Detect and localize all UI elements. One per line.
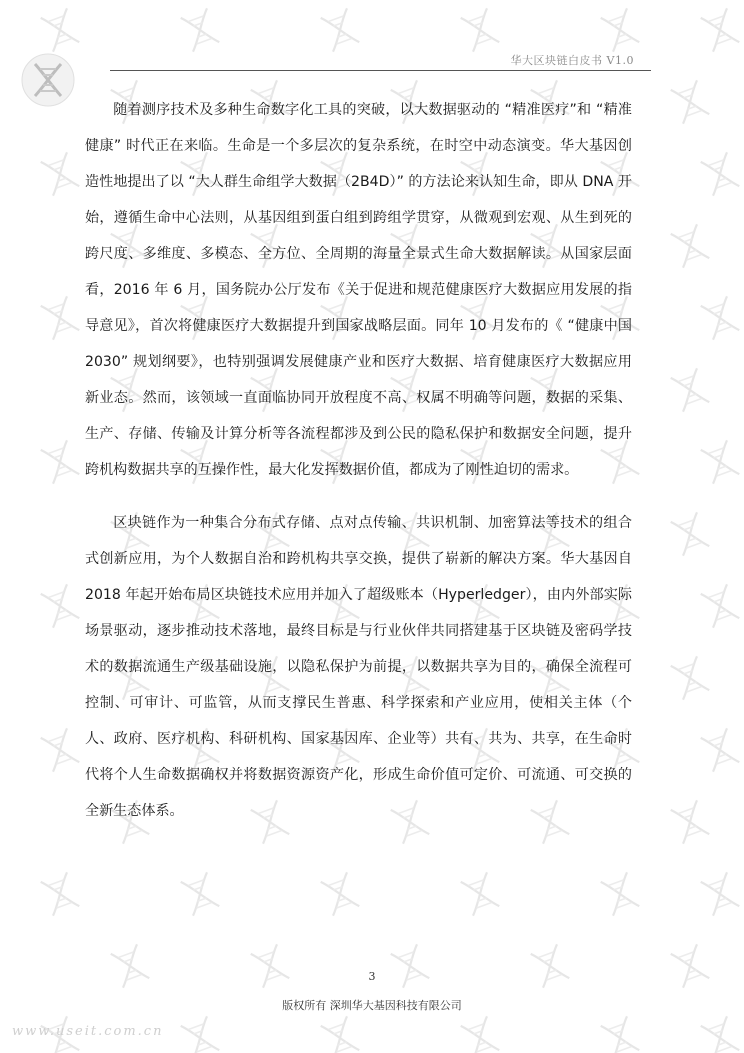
- dna-watermark-icon: [41, 728, 80, 771]
- footer-copyright: 版权所有 深圳华大基因科技有限公司: [282, 999, 462, 1012]
- body-text: [85, 92, 632, 829]
- dna-watermark-icon: [461, 872, 500, 915]
- watermark-site: www.useit.com.cn: [12, 1024, 164, 1039]
- dna-watermark-icon: [701, 872, 740, 915]
- dna-helix-icon: [18, 50, 78, 110]
- dna-watermark-icon: [671, 368, 710, 411]
- dna-watermark-icon: [181, 8, 220, 51]
- dna-watermark-icon: [601, 872, 640, 915]
- header-title: 华大区块链白皮书 V1.0: [510, 54, 634, 67]
- dna-watermark-icon: [701, 152, 740, 195]
- dna-watermark-icon: [701, 584, 740, 627]
- dna-watermark-icon: [321, 1016, 360, 1053]
- dna-watermark-icon: [671, 224, 710, 267]
- page-number: 3: [368, 970, 376, 983]
- dna-watermark-icon: [701, 440, 740, 483]
- dna-watermark-icon: [671, 656, 710, 699]
- dna-watermark-icon: [321, 872, 360, 915]
- dna-watermark-icon: [671, 80, 710, 123]
- header-divider: [110, 70, 651, 71]
- paragraph-2: 区块链作为一种集合分布式存储、点对点传输、共识机制、加密算法等技术的组合式创新应用，为个人数据自治和跨机构共享交换，提供了崭新的解决方案。华大基因自 2018 年起开始布局区块链技术应用并加入了超级账本（Hyperledger），由内外部实际场景驱动，逐步推动技术落地，最终目标是与行业伙伴共同搭建基于区块链及密码学技术的数据流通生产级基础设施，以隐私保护为前提，以数据共享为目的，确保全流程可控制、可审计、可监管，从而支撑民生普惠、科学探索和产业应用，使相关主体（个人、政府、医疗机构、科研机构、国家基因库、企业等）共有、共为、共享，在生命时代将个人生命数据确权并将数据资源资产化，形成生命价值可定价、可流通、可交换的全新生态体系。: [85, 515, 632, 819]
- dna-watermark-icon: [41, 440, 80, 483]
- dna-watermark-icon: [41, 152, 80, 195]
- dna-watermark-icon: [601, 1016, 640, 1053]
- dna-watermark-icon: [701, 728, 740, 771]
- dna-watermark-icon: [181, 1016, 220, 1053]
- dna-watermark-icon: [41, 872, 80, 915]
- dna-watermark-icon: [181, 872, 220, 915]
- dna-watermark-icon: [41, 584, 80, 627]
- dna-watermark-icon: [701, 8, 740, 51]
- dna-watermark-icon: [671, 512, 710, 555]
- paragraph-1: 随着测序技术及多种生命数字化工具的突破，以大数据驱动的 “精准医疗”和 “精准健康” 时代正在来临。生命是一个多层次的复杂系统，在时空中动态演变。华大基因创造性地提出了以 “大人群生命组学大数据（2B4D）” 的方法论来认知生命，即从 DNA 开始，遵循生命中心法则，从基因组到蛋白组到跨组学贯穿，从微观到宏观、从生到死的跨尺度、多维度、多模态、全方位、全周期的海量全景式生命大数据解读。从国家层面看，2016 年 6 月，国务院办公厅发布《关于促进和规范健康医疗大数据应用发展的指导意见》，首次将健康医疗大数据提升到国家战略层面。同年 10 月发布的《 “健康中国 2030” 规划纲要》，也特别强调发展健康产业和医疗大数据、培育健康医疗大数据应用新业态。然而，该领域一直面临协同开放程度不高、权属不明确等问题，数据的采集、生产、存储、传输及计算分析等各流程都涉及到公民的隐私保护和数据安全问题，提升跨机构数据共享的互操作性，最大化发挥数据价值，都成为了刚性迫切的需求。: [85, 102, 632, 478]
- dna-watermark-icon: [601, 8, 640, 51]
- dna-watermark-icon: [701, 1016, 740, 1053]
- dna-watermark-icon: [701, 296, 740, 339]
- dna-watermark-icon: [671, 800, 710, 843]
- dna-watermark-icon: [41, 296, 80, 339]
- dna-watermark-icon: [41, 8, 80, 51]
- dna-watermark-icon: [321, 8, 360, 51]
- dna-watermark-icon: [461, 8, 500, 51]
- dna-watermark-icon: [461, 1016, 500, 1053]
